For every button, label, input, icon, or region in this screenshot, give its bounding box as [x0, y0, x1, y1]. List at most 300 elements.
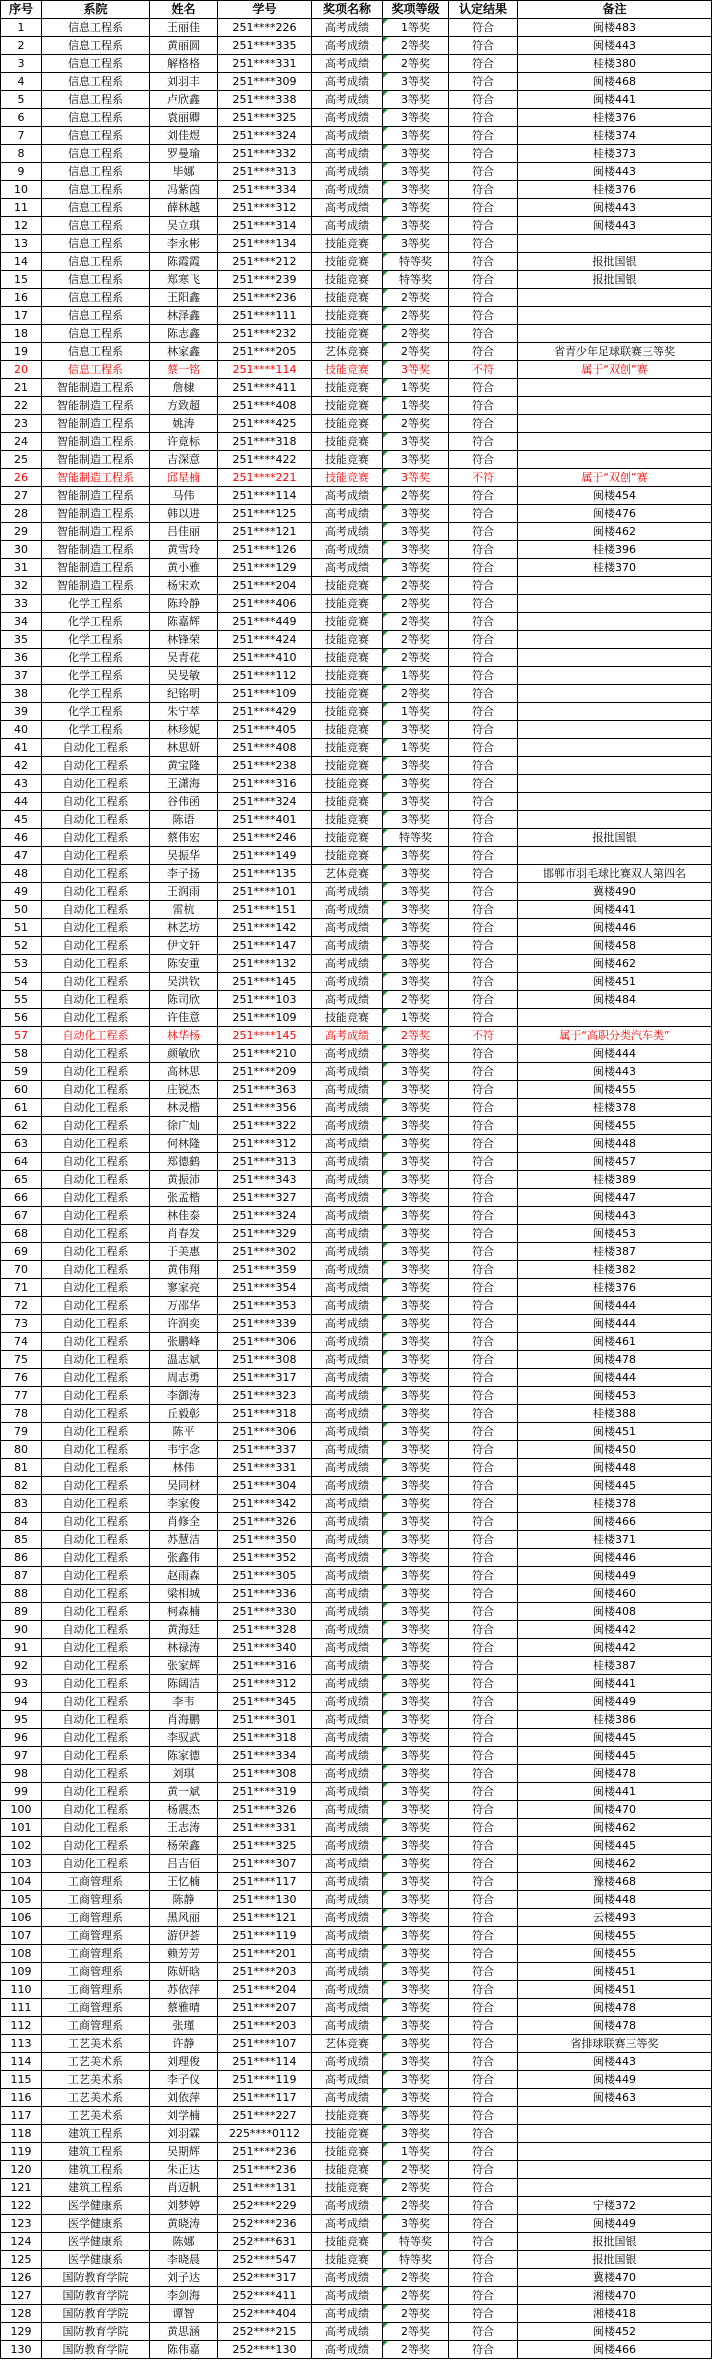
cell-student-name: 黄晓涛 — [150, 2215, 218, 2233]
cell-serial-no: 101 — [1, 1819, 42, 1837]
cell-student-name: 伊文轩 — [150, 937, 218, 955]
cell-award-level: 3等奖 — [383, 1351, 449, 1369]
cell-award-level: 3等奖 — [383, 1567, 449, 1585]
cell-serial-no: 43 — [1, 775, 42, 793]
cell-student-name: 吴洪钦 — [150, 973, 218, 991]
cell-student-id: 251****313 — [218, 163, 312, 181]
cell-serial-no: 61 — [1, 1099, 42, 1117]
cell-serial-no: 59 — [1, 1063, 42, 1081]
cell-award-level: 2等奖 — [383, 487, 449, 505]
cell-student-id: 252****236 — [218, 2215, 312, 2233]
cell-student-name: 刘子达 — [150, 2269, 218, 2287]
cell-award-name: 技能竞赛 — [312, 811, 383, 829]
cell-remark: 闽楼455 — [518, 1945, 712, 1963]
cell-department: 工商管理系 — [42, 1963, 150, 1981]
cell-result: 符合 — [449, 1369, 518, 1387]
cell-result: 符合 — [449, 91, 518, 109]
cell-department: 自动化工程系 — [42, 1207, 150, 1225]
table-row — [1, 2341, 712, 2359]
cell-serial-no: 126 — [1, 2269, 42, 2287]
cell-award-name: 高考成绩 — [312, 1819, 383, 1837]
cell-remark — [518, 2125, 712, 2143]
cell-remark: 闽楼455 — [518, 1081, 712, 1099]
cell-student-name: 林家鑫 — [150, 343, 218, 361]
cell-remark: 闽楼453 — [518, 1387, 712, 1405]
cell-department: 信息工程系 — [42, 343, 150, 361]
cell-student-id: 251****201 — [218, 1945, 312, 1963]
cell-student-name: 张鑫伟 — [150, 1549, 218, 1567]
cell-award-name: 技能竞赛 — [312, 379, 383, 397]
cell-award-level: 3等奖 — [383, 1909, 449, 1927]
cell-student-id: 251****129 — [218, 559, 312, 577]
cell-student-id: 251****301 — [218, 1711, 312, 1729]
cell-student-name: 吕吉佰 — [150, 1855, 218, 1873]
cell-serial-no: 105 — [1, 1891, 42, 1909]
cell-award-name: 高考成绩 — [312, 1207, 383, 1225]
cell-student-name: 陈阔洁 — [150, 1675, 218, 1693]
cell-student-name: 颜敏欣 — [150, 1045, 218, 1063]
cell-serial-no: 71 — [1, 1279, 42, 1297]
cell-student-id: 251****338 — [218, 91, 312, 109]
cell-award-level: 1等奖 — [383, 667, 449, 685]
table-row — [1, 253, 712, 271]
cell-department: 信息工程系 — [42, 307, 150, 325]
cell-department: 工商管理系 — [42, 2017, 150, 2035]
cell-award-level: 1等奖 — [383, 379, 449, 397]
cell-student-name: 袁丽卿 — [150, 109, 218, 127]
table-row — [1, 109, 712, 127]
cell-department: 自动化工程系 — [42, 1351, 150, 1369]
cell-student-name: 黄一斌 — [150, 1783, 218, 1801]
cell-remark: 报批国银 — [518, 2233, 712, 2251]
table-row — [1, 55, 712, 73]
cell-remark: 闽楼441 — [518, 1783, 712, 1801]
cell-student-id: 251****306 — [218, 1333, 312, 1351]
header-student-id: 学号 — [218, 1, 312, 19]
cell-award-level: 3等奖 — [383, 1981, 449, 1999]
cell-serial-no: 39 — [1, 703, 42, 721]
cell-serial-no: 8 — [1, 145, 42, 163]
table-row — [1, 1531, 712, 1549]
cell-remark: 冀楼490 — [518, 883, 712, 901]
cell-result: 符合 — [449, 1243, 518, 1261]
cell-department: 自动化工程系 — [42, 1801, 150, 1819]
cell-serial-no: 11 — [1, 199, 42, 217]
cell-department: 国防教育学院 — [42, 2305, 150, 2323]
cell-result: 符合 — [449, 1765, 518, 1783]
cell-student-name: 林艺坊 — [150, 919, 218, 937]
cell-department: 化学工程系 — [42, 667, 150, 685]
cell-result: 符合 — [449, 973, 518, 991]
cell-student-name: 林华杨 — [150, 1027, 218, 1045]
cell-remark — [518, 739, 712, 757]
cell-remark — [518, 451, 712, 469]
cell-serial-no: 68 — [1, 1225, 42, 1243]
cell-award-level: 2等奖 — [383, 55, 449, 73]
cell-remark: 闽楼443 — [518, 199, 712, 217]
cell-award-level: 3等奖 — [383, 1747, 449, 1765]
cell-result: 符合 — [449, 2341, 518, 2359]
cell-award-name: 高考成绩 — [312, 181, 383, 199]
cell-student-name: 许静 — [150, 2035, 218, 2053]
cell-serial-no: 95 — [1, 1711, 42, 1729]
cell-award-level: 3等奖 — [383, 2017, 449, 2035]
table-row — [1, 1027, 712, 1045]
cell-award-name: 高考成绩 — [312, 919, 383, 937]
cell-student-name: 王丽佳 — [150, 19, 218, 37]
cell-award-name: 高考成绩 — [312, 1531, 383, 1549]
cell-award-name: 高考成绩 — [312, 1387, 383, 1405]
cell-award-level: 3等奖 — [383, 73, 449, 91]
cell-award-level: 3等奖 — [383, 1477, 449, 1495]
cell-award-name: 高考成绩 — [312, 901, 383, 919]
table-row — [1, 1405, 712, 1423]
cell-award-level: 3等奖 — [383, 2215, 449, 2233]
cell-result: 符合 — [449, 1405, 518, 1423]
cell-serial-no: 64 — [1, 1153, 42, 1171]
cell-student-name: 林锋荣 — [150, 631, 218, 649]
cell-department: 自动化工程系 — [42, 757, 150, 775]
cell-student-name: 薛林越 — [150, 199, 218, 217]
header-student-name: 姓名 — [150, 1, 218, 19]
cell-result: 符合 — [449, 1171, 518, 1189]
cell-award-name: 技能竞赛 — [312, 757, 383, 775]
table-row — [1, 2251, 712, 2269]
cell-student-name: 于美惠 — [150, 1243, 218, 1261]
table-row — [1, 1495, 712, 1513]
cell-student-name: 游伊荟 — [150, 1927, 218, 1945]
cell-student-id: 251****318 — [218, 433, 312, 451]
cell-result: 符合 — [449, 703, 518, 721]
cell-department: 信息工程系 — [42, 37, 150, 55]
cell-remark: 宁楼372 — [518, 2197, 712, 2215]
cell-remark: 桂楼376 — [518, 109, 712, 127]
cell-award-name: 高考成绩 — [312, 73, 383, 91]
cell-student-id: 251****331 — [218, 1459, 312, 1477]
cell-student-name: 吴同材 — [150, 1477, 218, 1495]
cell-remark: 闽楼443 — [518, 37, 712, 55]
cell-award-level: 3等奖 — [383, 451, 449, 469]
cell-remark: 闽楼483 — [518, 19, 712, 37]
cell-award-name: 高考成绩 — [312, 1693, 383, 1711]
table-row — [1, 1063, 712, 1081]
cell-award-level: 3等奖 — [383, 721, 449, 739]
cell-student-id: 251****126 — [218, 541, 312, 559]
table-row — [1, 1135, 712, 1153]
cell-result: 符合 — [449, 37, 518, 55]
cell-award-name: 技能竞赛 — [312, 2107, 383, 2125]
cell-student-id: 251****429 — [218, 703, 312, 721]
cell-award-level: 1等奖 — [383, 739, 449, 757]
cell-serial-no: 7 — [1, 127, 42, 145]
cell-student-id: 251****327 — [218, 1189, 312, 1207]
cell-student-name: 刘理俊 — [150, 2053, 218, 2071]
cell-result: 符合 — [449, 1513, 518, 1531]
table-row — [1, 1765, 712, 1783]
cell-award-level: 2等奖 — [383, 325, 449, 343]
cell-remark: 闽楼443 — [518, 217, 712, 235]
cell-serial-no: 40 — [1, 721, 42, 739]
cell-result: 符合 — [449, 1117, 518, 1135]
cell-student-id: 251****210 — [218, 1045, 312, 1063]
cell-serial-no: 47 — [1, 847, 42, 865]
cell-remark — [518, 397, 712, 415]
table-row — [1, 1423, 712, 1441]
cell-result: 符合 — [449, 1981, 518, 1999]
cell-remark — [518, 775, 712, 793]
cell-student-id: 251****331 — [218, 55, 312, 73]
cell-remark: 闽楼442 — [518, 1621, 712, 1639]
cell-remark: 闽楼466 — [518, 1513, 712, 1531]
cell-award-name: 高考成绩 — [312, 1603, 383, 1621]
cell-award-name: 高考成绩 — [312, 1081, 383, 1099]
cell-department: 工艺美术系 — [42, 2089, 150, 2107]
cell-remark: 闽楼444 — [518, 1045, 712, 1063]
cell-result: 符合 — [449, 2215, 518, 2233]
cell-department: 自动化工程系 — [42, 973, 150, 991]
cell-department: 信息工程系 — [42, 145, 150, 163]
cell-department: 医学健康系 — [42, 2215, 150, 2233]
cell-serial-no: 34 — [1, 613, 42, 631]
cell-remark: 湘楼418 — [518, 2305, 712, 2323]
cell-student-name: 刘琪 — [150, 1765, 218, 1783]
cell-remark — [518, 613, 712, 631]
cell-remark — [518, 433, 712, 451]
cell-result: 符合 — [449, 937, 518, 955]
cell-student-id: 251****307 — [218, 1855, 312, 1873]
cell-award-name: 高考成绩 — [312, 1513, 383, 1531]
cell-student-id: 251****406 — [218, 595, 312, 613]
cell-department: 自动化工程系 — [42, 1423, 150, 1441]
cell-student-name: 肖修全 — [150, 1513, 218, 1531]
cell-student-name: 何林隆 — [150, 1135, 218, 1153]
cell-remark: 闽楼451 — [518, 1981, 712, 1999]
cell-remark: 云楼493 — [518, 1909, 712, 1927]
cell-award-name: 高考成绩 — [312, 991, 383, 1009]
cell-remark — [518, 379, 712, 397]
cell-result: 符合 — [449, 2323, 518, 2341]
cell-serial-no: 82 — [1, 1477, 42, 1495]
cell-award-level: 2等奖 — [383, 577, 449, 595]
cell-student-name: 柯森楠 — [150, 1603, 218, 1621]
cell-result: 符合 — [449, 2089, 518, 2107]
cell-result: 符合 — [449, 1351, 518, 1369]
cell-award-name: 高考成绩 — [312, 1927, 383, 1945]
cell-award-name: 高考成绩 — [312, 1171, 383, 1189]
cell-student-name: 陈娜 — [150, 2233, 218, 2251]
cell-student-id: 251****337 — [218, 1441, 312, 1459]
cell-award-name: 技能竞赛 — [312, 1009, 383, 1027]
cell-result: 符合 — [449, 1423, 518, 1441]
cell-student-id: 251****112 — [218, 667, 312, 685]
cell-serial-no: 85 — [1, 1531, 42, 1549]
cell-remark: 闽楼445 — [518, 1747, 712, 1765]
cell-student-id: 252****631 — [218, 2233, 312, 2251]
cell-student-id: 251****356 — [218, 1099, 312, 1117]
cell-student-id: 251****236 — [218, 2161, 312, 2179]
cell-remark: 闽楼478 — [518, 2017, 712, 2035]
table-row — [1, 1783, 712, 1801]
cell-award-level: 3等奖 — [383, 1837, 449, 1855]
cell-department: 工商管理系 — [42, 1999, 150, 2017]
cell-student-name: 黄振沛 — [150, 1171, 218, 1189]
cell-student-name: 周志勇 — [150, 1369, 218, 1387]
table-row — [1, 343, 712, 361]
cell-student-name: 陈玲静 — [150, 595, 218, 613]
cell-student-name: 苏依萍 — [150, 1981, 218, 1999]
cell-student-name: 李子扬 — [150, 865, 218, 883]
cell-serial-no: 55 — [1, 991, 42, 1009]
cell-award-level: 3等奖 — [383, 757, 449, 775]
cell-department: 工商管理系 — [42, 1945, 150, 1963]
cell-result: 符合 — [449, 235, 518, 253]
cell-remark: 闽楼457 — [518, 1153, 712, 1171]
cell-award-name: 高考成绩 — [312, 1045, 383, 1063]
table-row — [1, 559, 712, 577]
cell-remark: 属于“高职分类汽车类” — [518, 1027, 712, 1045]
cell-award-level: 3等奖 — [383, 145, 449, 163]
table-row — [1, 1477, 712, 1495]
cell-student-id: 252****547 — [218, 2251, 312, 2269]
cell-student-id: 251****246 — [218, 829, 312, 847]
cell-award-name: 高考成绩 — [312, 1315, 383, 1333]
cell-award-level: 特等奖 — [383, 829, 449, 847]
cell-result: 符合 — [449, 919, 518, 937]
cell-serial-no: 89 — [1, 1603, 42, 1621]
cell-result: 符合 — [449, 775, 518, 793]
cell-award-level: 3等奖 — [383, 541, 449, 559]
cell-department: 自动化工程系 — [42, 1639, 150, 1657]
cell-student-id: 251****345 — [218, 1693, 312, 1711]
cell-result: 符合 — [449, 1081, 518, 1099]
cell-student-id: 251****308 — [218, 1765, 312, 1783]
cell-remark: 桂楼380 — [518, 55, 712, 73]
cell-student-id: 251****359 — [218, 1261, 312, 1279]
cell-award-name: 高考成绩 — [312, 1333, 383, 1351]
cell-serial-no: 78 — [1, 1405, 42, 1423]
table-row — [1, 1585, 712, 1603]
cell-result: 符合 — [449, 793, 518, 811]
cell-award-name: 高考成绩 — [312, 2287, 383, 2305]
cell-award-name: 高考成绩 — [312, 1135, 383, 1153]
cell-award-name: 高考成绩 — [312, 2215, 383, 2233]
table-row — [1, 145, 712, 163]
cell-award-name: 高考成绩 — [312, 1351, 383, 1369]
cell-department: 自动化工程系 — [42, 1513, 150, 1531]
cell-department: 智能制造工程系 — [42, 451, 150, 469]
cell-serial-no: 117 — [1, 2107, 42, 2125]
cell-result: 符合 — [449, 433, 518, 451]
cell-award-level: 2等奖 — [383, 2197, 449, 2215]
table-row — [1, 1675, 712, 1693]
cell-serial-no: 70 — [1, 1261, 42, 1279]
cell-award-name: 技能竞赛 — [312, 721, 383, 739]
cell-department: 化学工程系 — [42, 595, 150, 613]
cell-award-level: 3等奖 — [383, 1945, 449, 1963]
cell-result: 符合 — [449, 1999, 518, 2017]
cell-remark: 闽楼445 — [518, 1837, 712, 1855]
cell-remark: 闽楼453 — [518, 1225, 712, 1243]
cell-award-name: 高考成绩 — [312, 2323, 383, 2341]
cell-award-name: 技能竞赛 — [312, 739, 383, 757]
cell-remark: 闽楼452 — [518, 2323, 712, 2341]
cell-remark: 湘楼470 — [518, 2287, 712, 2305]
cell-award-level: 3等奖 — [383, 775, 449, 793]
cell-award-name: 高考成绩 — [312, 487, 383, 505]
header-award-level: 奖项等级 — [383, 1, 449, 19]
cell-result: 符合 — [449, 271, 518, 289]
table-row — [1, 1045, 712, 1063]
cell-award-level: 3等奖 — [383, 2107, 449, 2125]
table-row — [1, 667, 712, 685]
cell-serial-no: 67 — [1, 1207, 42, 1225]
cell-serial-no: 9 — [1, 163, 42, 181]
cell-result: 符合 — [449, 217, 518, 235]
table-row — [1, 505, 712, 523]
cell-serial-no: 72 — [1, 1297, 42, 1315]
cell-student-id: 251****207 — [218, 1999, 312, 2017]
cell-award-name: 高考成绩 — [312, 559, 383, 577]
cell-serial-no: 81 — [1, 1459, 42, 1477]
cell-student-name: 李御涛 — [150, 1387, 218, 1405]
cell-student-name: 王阳鑫 — [150, 289, 218, 307]
cell-result: 符合 — [449, 2071, 518, 2089]
cell-student-id: 251****350 — [218, 1531, 312, 1549]
cell-award-level: 2等奖 — [383, 613, 449, 631]
table-row — [1, 433, 712, 451]
cell-student-name: 林泽鑫 — [150, 307, 218, 325]
cell-remark: 报批国银 — [518, 271, 712, 289]
header-remark: 备注 — [518, 1, 712, 19]
cell-department: 自动化工程系 — [42, 1081, 150, 1099]
cell-result: 符合 — [449, 2035, 518, 2053]
cell-award-level: 3等奖 — [383, 505, 449, 523]
cell-result: 符合 — [449, 1837, 518, 1855]
cell-serial-no: 13 — [1, 235, 42, 253]
cell-award-level: 2等奖 — [383, 685, 449, 703]
cell-award-level: 特等奖 — [383, 2251, 449, 2269]
cell-award-name: 高考成绩 — [312, 1621, 383, 1639]
cell-student-name: 李家俊 — [150, 1495, 218, 1513]
cell-serial-no: 115 — [1, 2071, 42, 2089]
table-row — [1, 1729, 712, 1747]
table-row — [1, 127, 712, 145]
cell-department: 工商管理系 — [42, 1981, 150, 1999]
cell-result: 符合 — [449, 2107, 518, 2125]
cell-award-name: 技能竞赛 — [312, 433, 383, 451]
cell-serial-no: 31 — [1, 559, 42, 577]
cell-result: 符合 — [449, 2053, 518, 2071]
cell-serial-no: 77 — [1, 1387, 42, 1405]
cell-remark — [518, 811, 712, 829]
cell-result: 符合 — [449, 847, 518, 865]
cell-department: 智能制造工程系 — [42, 397, 150, 415]
cell-award-name: 技能竞赛 — [312, 2251, 383, 2269]
cell-department: 自动化工程系 — [42, 1477, 150, 1495]
cell-student-name: 韩以进 — [150, 505, 218, 523]
cell-award-level: 2等奖 — [383, 307, 449, 325]
cell-student-id: 251****326 — [218, 1513, 312, 1531]
cell-award-name: 技能竞赛 — [312, 649, 383, 667]
cell-department: 信息工程系 — [42, 217, 150, 235]
cell-award-name: 高考成绩 — [312, 1279, 383, 1297]
cell-result: 符合 — [449, 1549, 518, 1567]
cell-result: 符合 — [449, 2161, 518, 2179]
table-row — [1, 1549, 712, 1567]
cell-result: 符合 — [449, 451, 518, 469]
cell-student-id: 251****203 — [218, 2017, 312, 2035]
cell-student-name: 罗曼瑜 — [150, 145, 218, 163]
